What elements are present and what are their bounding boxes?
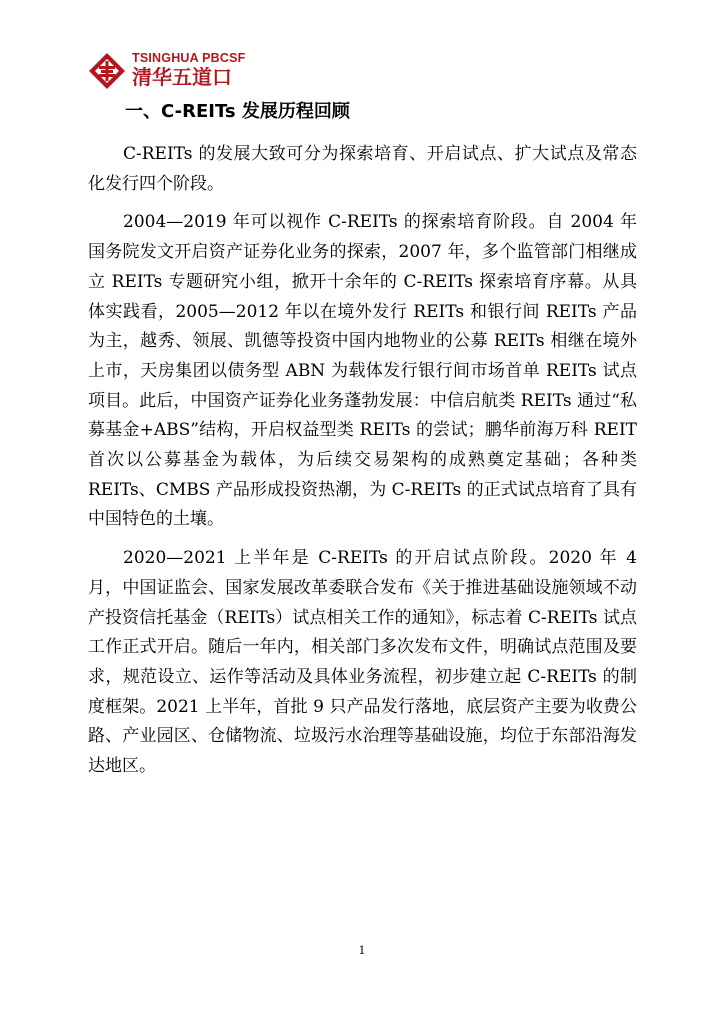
- paragraph-pilot-stage: 2020—2021 上半年是 C-REITs 的开启试点阶段。2020 年 4 月，中国证监会、国家发展改革委联合发布《关于推进基础设施领域不动产投资信托基金（REITs）试点相关工作的通知》，标志着 C-REITs 试点工作正式开启。随后一年内，相关部门多次发布文件，明确试点范围及要求，规范设立、运作等活动及具体业务流程，初步建立起 C-REITs 的制度框架。2021 上半年，首批 9 只产品发行落地，底层资产主要为收费公路、产业园区、仓储物流、垃圾污水治理等基础设施，均位于东部沿海发达地区。: [88, 548, 637, 777]
- tsinghua-pbcsf-logo: [88, 50, 268, 96]
- paragraph-exploration-stage: 2004—2019 年可以视作 C-REITs 的探索培育阶段。自 2004 年国务院发文开启资产证券化业务的探索，2007 年，多个监管部门相继成立 REITs 专题研究小组，掀开十余年的 C-REITs 探索培育序幕。从具体实践看，2005—2012 年以在境外发行 REITs 和银行间 REITs 产品为主，越秀、领展、凯德等投资中国内地物业的公募 REITs 相继在境外上市，天房集团以债务型 ABN 为载体发行银行间市场首单 REITs 试点项目。此后，中国资产证券化业务蓬勃发展：中信启航类 REITs 通过“私募基金+ABS”结构，开启权益型类 REITs 的尝试；鹏华前海万科 REIT 首次以公募基金为载体，为后续交易架构的成熟奠定基础；各种类 REITs、CMBS 产品形成投资热潮，为 C-REITs 的正式试点培育了具有中国特色的土壤。: [88, 212, 637, 530]
- paragraph-intro: C-REITs 的发展大致可分为探索培育、开启试点、扩大试点及常态化发行四个阶段。: [88, 144, 637, 194]
- pbcsf-emblem-icon: [88, 52, 126, 90]
- logo-english-name: TSINGHUA PBCSF: [132, 51, 246, 65]
- section-heading: 一、C-REITs 发展历程回顾: [125, 101, 350, 122]
- body-text: [88, 140, 637, 791]
- page-number: 1: [358, 944, 366, 957]
- logo-chinese-name: 清华五道口: [132, 65, 232, 89]
